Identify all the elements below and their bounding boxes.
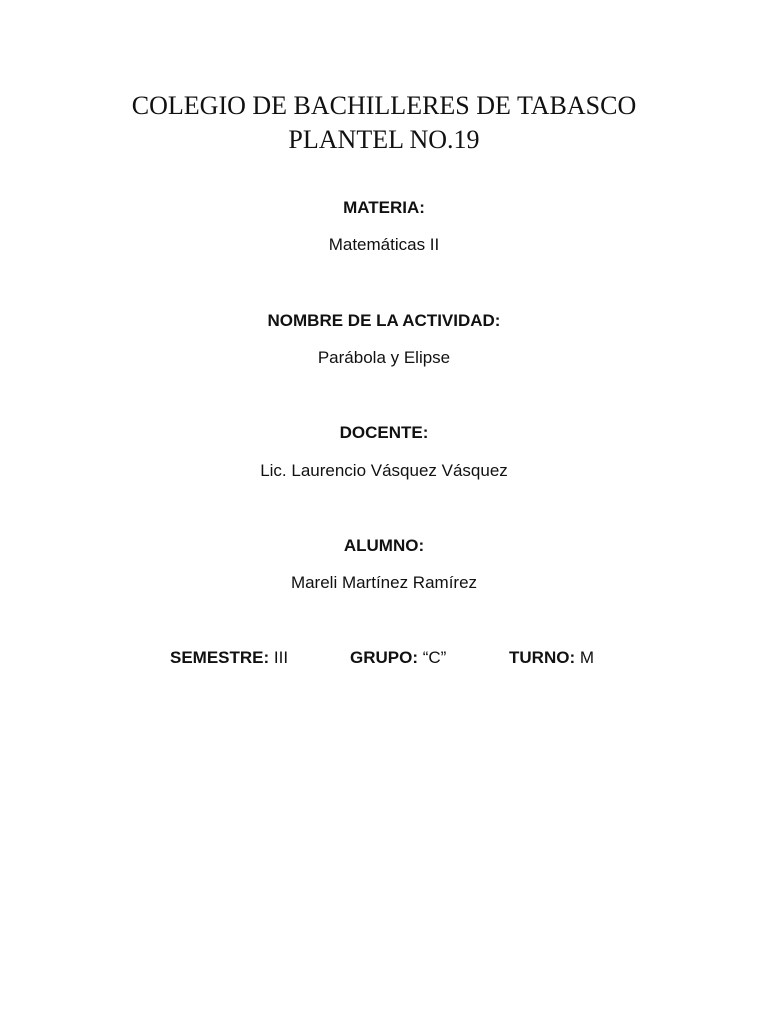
teacher-label: DOCENTE: [339,423,429,442]
activity-label: NOMBRE DE LA ACTIVIDAD: [267,311,501,330]
shift-label: TURNO: [509,648,576,667]
subject-value: Matemáticas II [328,235,440,254]
group-field [350,647,446,669]
shift-field [509,647,594,669]
shift-value: M [579,648,595,667]
group-value: “C” [422,648,447,667]
campus-name: PLANTEL NO.19 [288,125,480,154]
school-name: COLEGIO DE BACHILLERES DE TABASCO [131,91,637,120]
semester-label: SEMESTRE: [170,648,270,667]
group-label: GRUPO: [350,648,418,667]
semester-field [170,647,288,669]
activity-value: Parábola y Elipse [317,348,451,367]
semester-value: III [273,648,289,667]
subject-label: MATERIA: [343,198,425,217]
student-value: Mareli Martínez Ramírez [290,573,478,592]
teacher-value: Lic. Laurencio Vásquez Vásquez [260,461,508,480]
student-label: ALUMNO: [343,536,425,555]
